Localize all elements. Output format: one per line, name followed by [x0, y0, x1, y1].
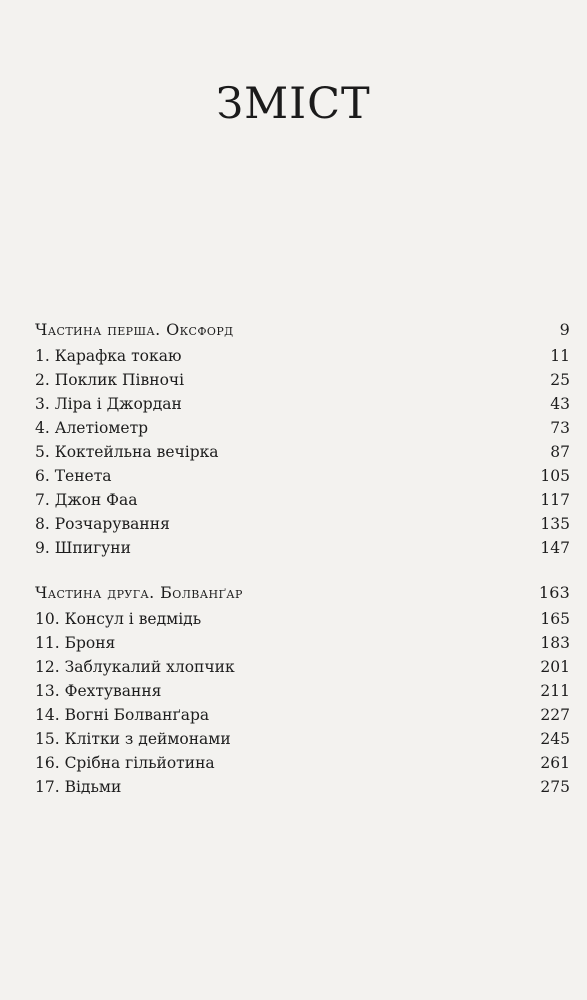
chapter-title: 14. Вогні Болванґара: [35, 706, 210, 724]
toc-part-one: [35, 316, 570, 560]
chapter-row: [35, 751, 570, 775]
chapter-row: [35, 727, 570, 751]
chapter-row: [35, 775, 570, 799]
page-title: ЗМІСТ: [216, 79, 371, 129]
chapter-page-number: 11: [550, 347, 570, 365]
chapter-page-number: 261: [540, 754, 570, 772]
chapter-row: [35, 703, 570, 727]
part-heading: [35, 316, 570, 344]
part-title: Частина перша. Оксфорд: [35, 320, 234, 339]
chapter-row: [35, 416, 570, 440]
chapter-row: [35, 679, 570, 703]
chapter-page-number: 211: [540, 682, 570, 700]
chapter-page-number: 245: [540, 730, 570, 748]
chapter-title: 9. Шпигуни: [35, 539, 131, 557]
chapter-title: 1. Карафка токаю: [35, 347, 182, 365]
chapter-page-number: 227: [540, 706, 570, 724]
chapter-row: [35, 655, 570, 679]
chapter-page-number: 165: [540, 610, 570, 628]
chapter-row: [35, 607, 570, 631]
chapter-row: [35, 368, 570, 392]
chapter-page-number: 135: [540, 515, 570, 533]
chapter-page-number: 201: [540, 658, 570, 676]
chapter-title: 17. Відьми: [35, 778, 122, 796]
chapter-page-number: 117: [540, 491, 570, 509]
chapter-title: 5. Коктейльна вечірка: [35, 443, 219, 461]
chapter-title: 16. Срібна гільйотина: [35, 754, 215, 772]
chapter-title: 2. Поклик Півночі: [35, 371, 185, 389]
chapter-title: 10. Консул і ведмідь: [35, 610, 202, 628]
part-page-number: 163: [538, 583, 570, 602]
chapter-page-number: 275: [540, 778, 570, 796]
chapter-title: 15. Клітки з деймонами: [35, 730, 231, 748]
chapter-page-number: 73: [550, 419, 570, 437]
chapter-title: 3. Ліра і Джордан: [35, 395, 182, 413]
chapter-page-number: 105: [540, 467, 570, 485]
chapter-page-number: 87: [550, 443, 570, 461]
chapter-row: [35, 464, 570, 488]
chapter-title: 13. Фехтування: [35, 682, 162, 700]
chapter-title: 11. Броня: [35, 634, 116, 652]
chapter-row: [35, 631, 570, 655]
toc-part-two: [35, 579, 570, 799]
chapter-title: 6. Тенета: [35, 467, 112, 485]
chapter-page-number: 43: [550, 395, 570, 413]
chapter-title: 8. Розчарування: [35, 515, 170, 533]
chapter-row: [35, 536, 570, 560]
part-heading: [35, 579, 570, 607]
chapter-page-number: 183: [540, 634, 570, 652]
part-page-number: 9: [559, 320, 570, 339]
part-title: Частина друга. Болванґар: [35, 583, 243, 602]
chapter-title: 12. Заблукалий хлопчик: [35, 658, 235, 676]
chapter-page-number: 25: [550, 371, 570, 389]
chapter-page-number: 147: [540, 539, 570, 557]
chapter-row: [35, 392, 570, 416]
chapter-row: [35, 488, 570, 512]
chapter-row: [35, 440, 570, 464]
chapter-title: 7. Джон Фаа: [35, 491, 138, 509]
chapter-row: [35, 344, 570, 368]
chapter-title: 4. Алетіометр: [35, 419, 149, 437]
chapter-row: [35, 512, 570, 536]
